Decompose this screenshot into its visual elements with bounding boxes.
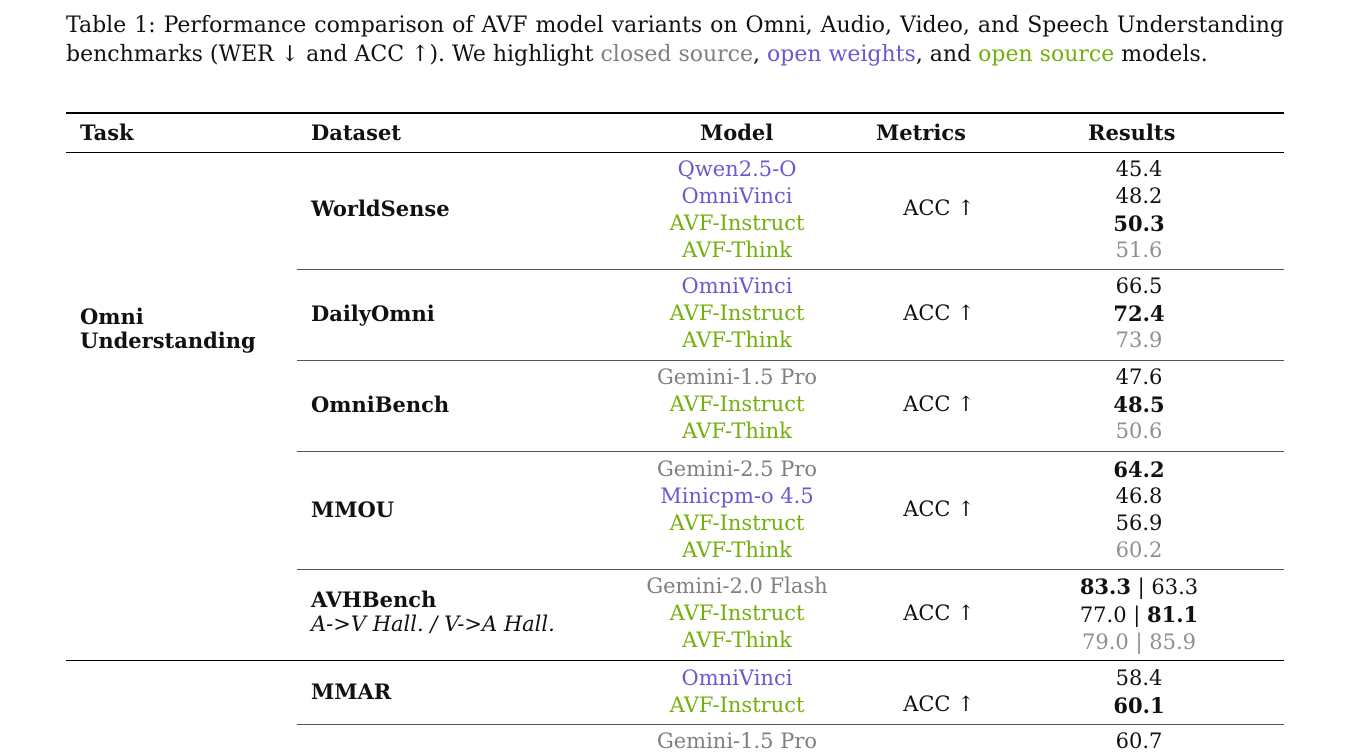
table-row-omnibench	[297, 361, 1284, 452]
task-omni-understanding	[80, 305, 256, 353]
result-value: 81.1	[1147, 602, 1199, 627]
result-value: 60.2	[1115, 538, 1163, 562]
dataset-omnibench: OmniBench	[311, 392, 450, 417]
result-value: 60.7	[1115, 729, 1163, 753]
result-value: 66.5	[1115, 274, 1163, 298]
result-value: 50.6	[1115, 419, 1163, 443]
model-name: AVF-Instruct	[669, 392, 805, 416]
result-value: 47.6	[1115, 365, 1163, 389]
result-value: 56.9	[1115, 511, 1163, 535]
result-value: 73.9	[1115, 328, 1163, 352]
result-value: 50.3	[1113, 211, 1165, 236]
models-worldsense	[617, 156, 857, 264]
result-value: 46.8	[1115, 484, 1163, 508]
result-value: 48.5	[1113, 392, 1165, 417]
metric-worldsense: ACC ↑	[903, 196, 975, 220]
models-omnibench	[617, 364, 857, 445]
result-value: 79.0	[1082, 630, 1129, 654]
caption-prefix: Table 1: Performance comparison of AVF model variants on Omni, Audio, Video, and Speech Understanding benchmarks (WER ↓ and ACC ↑). We highlight	[66, 13, 1284, 67]
model-name: Gemini-2.0 Flash	[646, 574, 828, 598]
result-value: 85.9	[1149, 630, 1196, 654]
result-value: 58.4	[1115, 666, 1163, 690]
header-task: Task	[80, 120, 134, 145]
model-name: Gemini-1.5 Pro	[656, 365, 818, 389]
models-mmar	[617, 665, 857, 719]
results-partial	[1017, 728, 1261, 755]
model-name: AVF-Instruct	[669, 693, 805, 717]
table-row-partial	[297, 725, 1284, 755]
caption-closed-source: closed source	[600, 42, 754, 67]
dataset-mmar: MMAR	[311, 679, 392, 704]
model-name: Gemini-1.5 Pro	[656, 729, 818, 753]
header-model: Model	[700, 120, 774, 145]
result-value: 77.0	[1079, 603, 1127, 627]
models-partial	[617, 728, 857, 755]
results-dailyomni	[1017, 273, 1261, 354]
results-avhbench	[1017, 573, 1261, 656]
task-omni-line1: Omni	[80, 304, 144, 329]
dataset-subtitle: A->V Hall. / V->A Hall.	[311, 612, 555, 636]
result-value: 83.3	[1079, 574, 1131, 599]
model-name: AVF-Think	[682, 238, 792, 262]
model-name: AVF-Think	[682, 419, 792, 443]
result-value: 48.2	[1115, 184, 1163, 208]
header-metrics: Metrics	[876, 120, 966, 145]
model-name: AVF-Instruct	[669, 211, 805, 235]
table-header	[66, 112, 1284, 153]
model-name: AVF-Think	[682, 538, 792, 562]
dataset-mmou: MMOU	[311, 497, 395, 522]
model-name: Minicpm-o 4.5	[660, 484, 814, 508]
metric-omnibench: ACC ↑	[903, 392, 975, 416]
model-name: AVF-Think	[682, 328, 792, 352]
model-name: OmniVinci	[681, 274, 793, 298]
metric-avhbench: ACC ↑	[903, 601, 975, 625]
results-table	[66, 112, 1284, 753]
metric-mmar: ACC ↑	[903, 692, 975, 716]
result-value: 51.6	[1115, 238, 1163, 262]
result-value: 60.1	[1113, 693, 1165, 718]
group-separator	[66, 660, 1284, 661]
caption-sep2: , and	[915, 42, 979, 67]
table-row-dailyomni	[297, 270, 1284, 361]
caption-open-source: open source	[978, 42, 1115, 67]
caption-open-weights: open weights	[767, 42, 916, 67]
table-row-mmou	[297, 452, 1284, 570]
model-name: AVF-Think	[682, 628, 792, 652]
results-mmar	[1017, 665, 1261, 719]
model-name: Gemini-2.5 Pro	[656, 457, 818, 481]
caption-sep1: ,	[753, 42, 768, 67]
model-name: OmniVinci	[681, 184, 793, 208]
metric-mmou: ACC ↑	[903, 497, 975, 521]
results-mmou	[1017, 456, 1261, 564]
result-pair: 79.0 | 85.9	[1082, 630, 1196, 654]
dataset-name: AVHBench	[311, 587, 437, 612]
model-name: AVF-Instruct	[669, 511, 805, 535]
models-avhbench	[617, 573, 857, 654]
table-row-mmar	[297, 662, 1284, 725]
header-results: Results	[1088, 120, 1176, 145]
models-dailyomni	[617, 273, 857, 354]
model-name: Qwen2.5-O	[677, 157, 797, 181]
models-mmou	[617, 456, 857, 564]
result-value: 64.2	[1113, 457, 1165, 482]
dataset-avhbench	[311, 588, 555, 636]
table-row-avhbench	[297, 570, 1284, 660]
result-pair: 83.3 | 63.3	[1079, 574, 1199, 599]
result-value: 72.4	[1113, 301, 1165, 326]
result-value: 63.3	[1151, 575, 1199, 599]
table-caption	[66, 11, 1284, 69]
metric-dailyomni: ACC ↑	[903, 301, 975, 325]
dataset-worldsense: WorldSense	[311, 196, 450, 221]
result-pair: 77.0 | 81.1	[1079, 602, 1199, 627]
model-name: OmniVinci	[681, 666, 793, 690]
table-row-worldsense	[297, 152, 1284, 270]
results-omnibench	[1017, 364, 1261, 445]
dataset-dailyomni: DailyOmni	[311, 301, 435, 326]
result-value: 45.4	[1115, 157, 1163, 181]
results-worldsense	[1017, 156, 1261, 264]
caption-suffix: models.	[1114, 42, 1208, 67]
header-dataset: Dataset	[311, 120, 402, 145]
task-omni-line2: Understanding	[80, 328, 256, 353]
model-name: AVF-Instruct	[669, 301, 805, 325]
model-name: AVF-Instruct	[669, 601, 805, 625]
